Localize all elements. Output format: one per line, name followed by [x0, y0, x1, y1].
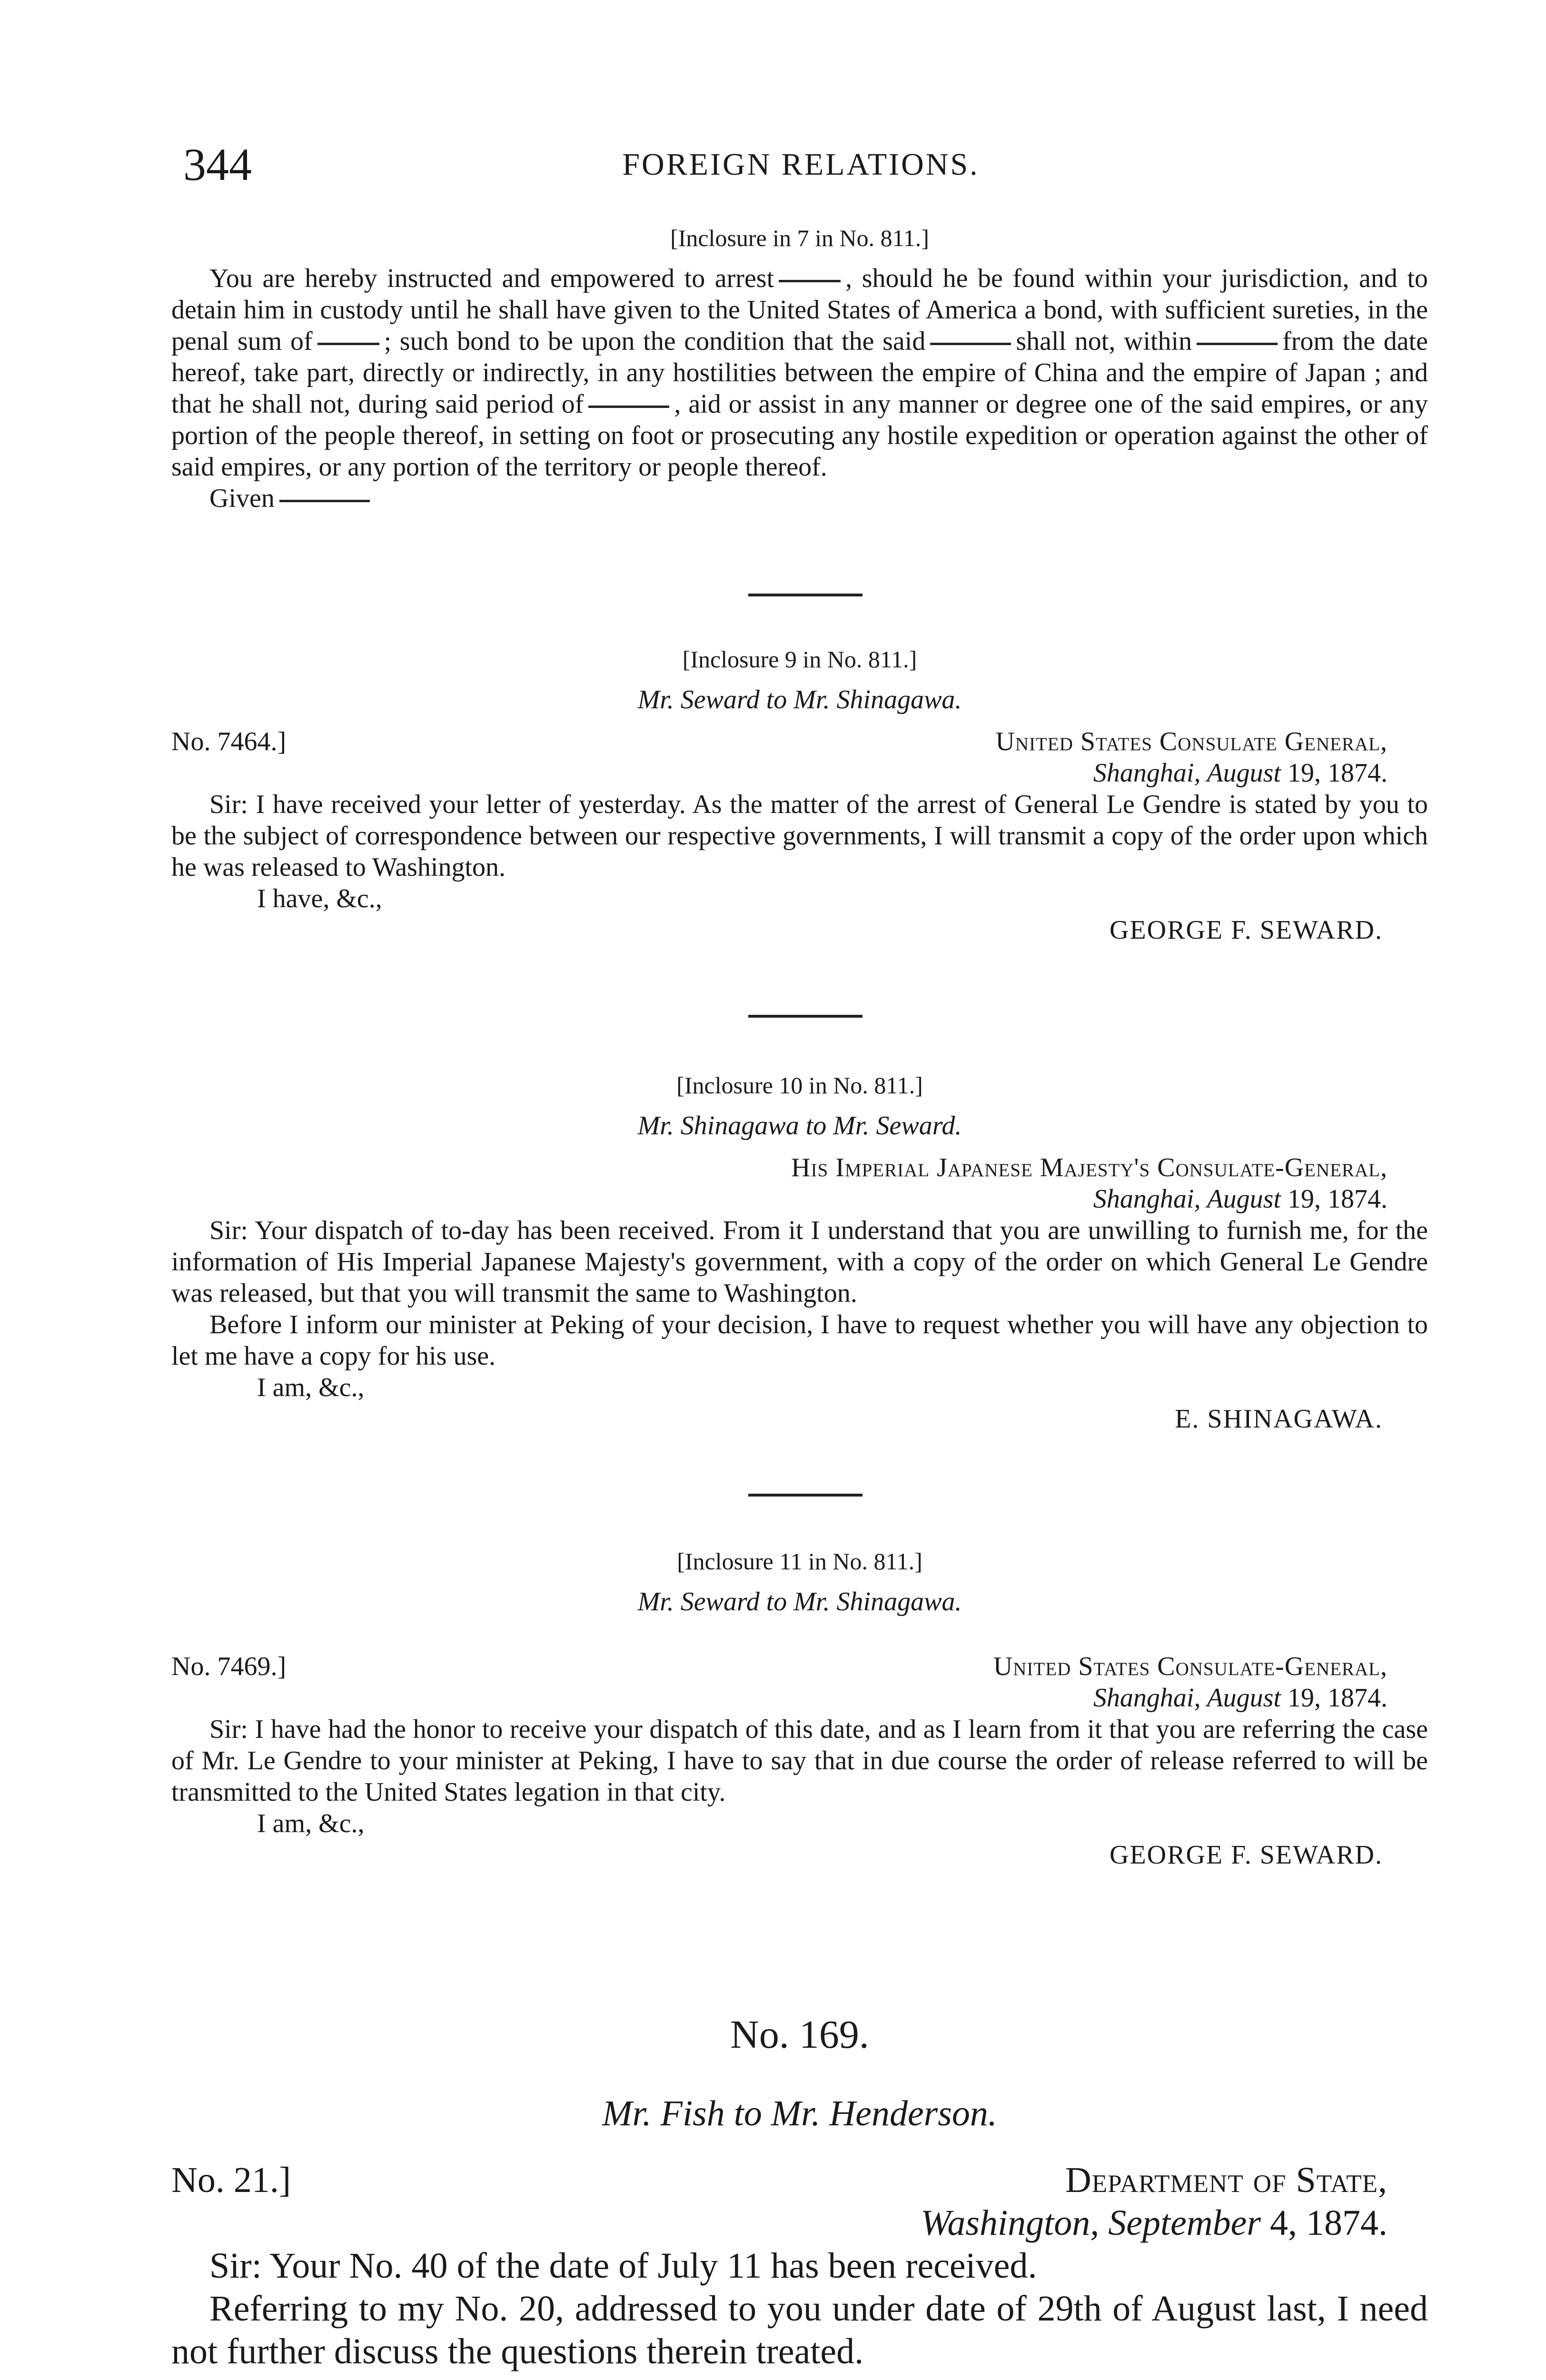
letter-body: Before I inform our minister at Peking of your decision, I have to request whether you will have any objection to let me have a copy for his use. [171, 1310, 1428, 1371]
letter-title: Mr. Shinagawa to Mr. Seward. [637, 1111, 962, 1140]
inclosure-7-section [171, 224, 1428, 514]
inclosure-label: [Inclosure 9 in No. 811.] [682, 646, 917, 673]
page-header [183, 138, 1418, 195]
blank-line [279, 500, 370, 502]
letter-title: Mr. Seward to Mr. Shinagawa. [637, 1587, 962, 1616]
blank-line [779, 280, 841, 282]
letter-office: United States Consulate-General, [993, 1652, 1387, 1681]
letter-body: Sir: Your dispatch of to-day has been received. From it I understand that you are unwilling to furnish me, for the information of His Imperial Japanese Majesty's government, with a copy of the order on which General Le Gendre was released, but that you will transmit the same to Washington. [171, 1216, 1428, 1308]
section-divider [748, 1015, 862, 1018]
letter-heading [171, 726, 1428, 757]
blank-line [317, 343, 379, 345]
blank-line [930, 343, 1011, 345]
document-169-section [171, 2011, 1428, 2373]
letter-body: Referring to my No. 20, addressed to you under date of 29th of August last, I need not further discuss the questions therein treated. [171, 2289, 1428, 2371]
inclosure-11-section [171, 1547, 1428, 1871]
letter-body: Sir: I have received your letter of yesterday. As the matter of the arrest of General Le Gendre is stated by you to be the subject of correspondence between our respective governments, I will transmit a copy of the order upon which he was released to Washington. [171, 790, 1428, 882]
blank-line [588, 406, 669, 408]
signature: E. SHINAGAWA. [1175, 1404, 1383, 1434]
section-divider [748, 594, 862, 596]
given-line: Given [171, 483, 1428, 514]
inclosure-label: [Inclosure 11 in No. 811.] [677, 1548, 922, 1575]
dateline: Shanghai, August 19, 1874. [1093, 1184, 1387, 1214]
letter-heading [171, 2159, 1428, 2202]
letter-heading [171, 1152, 1428, 1183]
letter-body: Sir: I have had the honor to receive your dispatch of this date, and as I learn from it that you are referring the case of Mr. Le Gendre to your minister at Peking, I have to say that in due course the order of release referred to will be transmitted to the United States legation in that city. [171, 1715, 1428, 1807]
letter-number: No. 7469.] [171, 1652, 287, 1681]
signature: GEORGE F. SEWARD. [1110, 1840, 1383, 1870]
inclosure-label: [Inclosure in 7 in No. 811.] [670, 225, 929, 251]
closing: I am, &c., [257, 1809, 365, 1838]
letter-office: United States Consulate General, [995, 727, 1387, 756]
letter-office: Department of State, [1065, 2160, 1387, 2200]
section-divider [748, 1494, 862, 1497]
letter-number: No. 7464.] [171, 727, 287, 756]
dateline: Washington, September 4, 1874. [921, 2203, 1387, 2243]
page-number: 344 [183, 139, 252, 190]
blank-line [1197, 343, 1278, 345]
document-number: No. 169. [730, 2013, 869, 2057]
letter-office: His Imperial Japanese Majesty's Consulate-General, [791, 1153, 1387, 1182]
inclosure-10-section [171, 1071, 1428, 1435]
letter-heading [171, 1651, 1428, 1682]
dateline: Shanghai, August 19, 1874. [1093, 1683, 1387, 1713]
letter-title: Mr. Seward to Mr. Shinagawa. [637, 685, 962, 714]
signature: GEORGE F. SEWARD. [1110, 915, 1383, 945]
dateline: Shanghai, August 19, 1874. [1093, 758, 1387, 788]
inclosure-9-section [171, 645, 1428, 946]
closing: I am, &c., [257, 1373, 365, 1402]
instruction-paragraph: You are hereby instructed and empowered to arrest , should he be found within your jurisdiction, and to detain him in custody until he shall have given to the United States of America a bond, with sufficient sureties, in the penal sum of ; such bond to be upon the condition that the said shall not, within from the date hereof, take part, directly or indirectly, in any hostilities between the empire of China and the empire of Japan ; and that he shall not, during said period of , aid or assist in any manner or degree one of the said empires, or any portion of the people thereof, in setting on foot or prosecuting any hostile expedition or operation against the other of said empires, or any portion of the territory or people thereof. [171, 264, 1428, 482]
closing: I have, &c., [257, 884, 382, 913]
inclosure-label: [Inclosure 10 in No. 811.] [676, 1072, 923, 1099]
letter-number: No. 21.] [171, 2160, 291, 2200]
running-head: FOREIGN RELATIONS. [622, 147, 980, 182]
letter-body: Sir: Your No. 40 of the date of July 11 has been received. [209, 2246, 1037, 2286]
letter-title: Mr. Fish to Mr. Henderson. [602, 2093, 997, 2133]
